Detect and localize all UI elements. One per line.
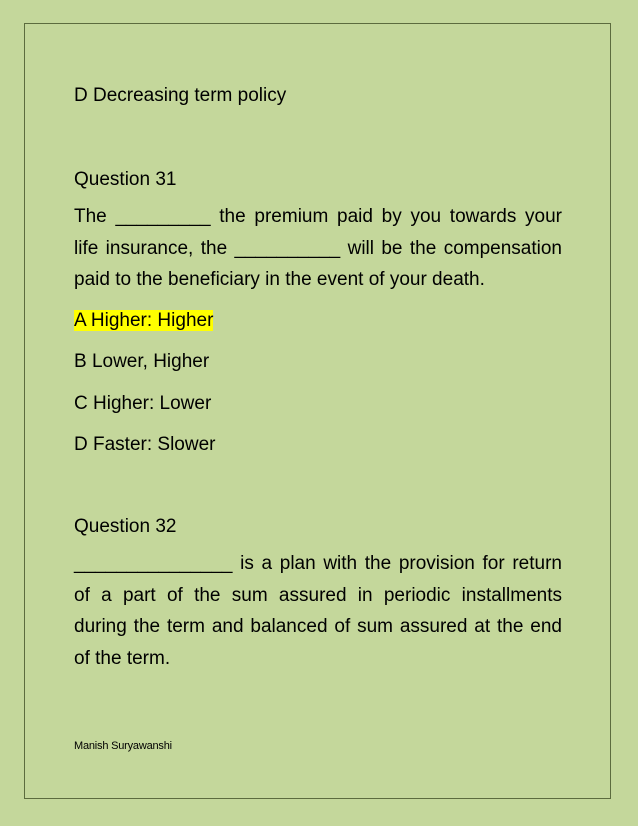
question-31-option-d: D Faster: Slower	[74, 434, 216, 455]
question-32-heading: Question 32	[74, 515, 177, 537]
question-31-option-b: B Lower, Higher	[74, 351, 210, 372]
question-32-text: _______________ is a plan with the provision for return of a part of the sum assured in periodic installments during the term and balanced of sum assured at the end of the term.	[74, 553, 562, 669]
footer-author: Manish Suryawanshi	[74, 740, 172, 752]
question-31-option-c: C Higher: Lower	[74, 392, 212, 414]
question-31-option-a	[74, 305, 562, 337]
question-31-text: The _________ the premium paid by you towards your life insurance, the __________ will be the compensation paid to the beneficiary in the event of your death.	[74, 206, 562, 290]
document-content	[74, 80, 562, 674]
question-31-heading: Question 31	[74, 168, 177, 190]
answer-highlight: A Higher: Higher	[74, 309, 214, 331]
previous-option-d: D Decreasing term policy	[74, 85, 287, 106]
